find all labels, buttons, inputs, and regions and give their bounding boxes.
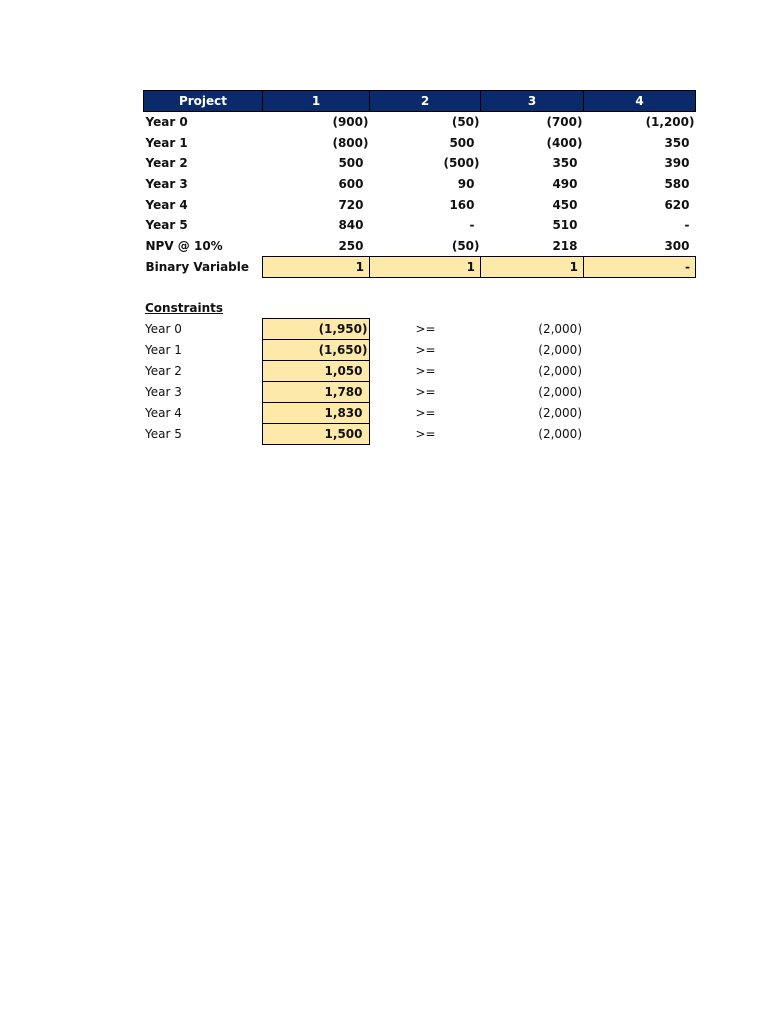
constraint-label-year-5[interactable]: Year 5 bbox=[145, 427, 182, 441]
table-row bbox=[144, 215, 696, 236]
row-label-year-4[interactable]: Year 4 bbox=[145, 197, 188, 212]
table-row bbox=[144, 236, 696, 257]
binary-cell-project-1[interactable]: 1 bbox=[263, 256, 370, 277]
cell-year-0-project-2[interactable]: (50) bbox=[451, 115, 480, 130]
binary-cell-project-4[interactable]: - bbox=[584, 256, 696, 277]
constraint-operator-year-2[interactable]: >= bbox=[415, 364, 436, 378]
constraint-value-year-4[interactable]: 1,830 bbox=[262, 403, 369, 424]
table-row bbox=[144, 112, 696, 133]
row-label-year-5[interactable]: Year 5 bbox=[145, 218, 188, 233]
constraint-limit-year-0[interactable]: (2,000) bbox=[538, 322, 582, 336]
binary-variable-row bbox=[144, 256, 696, 277]
cell-npv-project-4[interactable]: 300 bbox=[664, 238, 690, 253]
cell-year-2-project-3[interactable]: 350 bbox=[552, 156, 578, 171]
cell-year-1-project-4[interactable]: 350 bbox=[664, 135, 690, 150]
table-row bbox=[144, 194, 696, 215]
cell-year-0-project-4[interactable]: (1,200) bbox=[645, 115, 695, 130]
cell-year-1-project-3[interactable]: (400) bbox=[546, 135, 583, 150]
cell-year-3-project-2[interactable]: 90 bbox=[457, 176, 475, 191]
cell-year-2-project-4[interactable]: 390 bbox=[664, 156, 690, 171]
table-row bbox=[144, 153, 696, 174]
cell-year-0-project-1[interactable]: (900) bbox=[332, 115, 369, 130]
table-row bbox=[143, 361, 583, 382]
cell-year-4-project-2[interactable]: 160 bbox=[449, 197, 475, 212]
header-cell-project-4[interactable]: 4 bbox=[584, 91, 696, 112]
cell-npv-project-2[interactable]: (50) bbox=[451, 238, 480, 253]
header-cell-project-1[interactable]: 1 bbox=[263, 91, 370, 112]
header-cell-project[interactable]: Project bbox=[144, 91, 263, 112]
row-label-year-1[interactable]: Year 1 bbox=[145, 135, 188, 150]
constraint-operator-year-1[interactable]: >= bbox=[415, 343, 436, 357]
constraint-value-year-2[interactable]: 1,050 bbox=[262, 361, 369, 382]
constraint-label-year-0[interactable]: Year 0 bbox=[145, 322, 182, 336]
constraint-value-year-1[interactable]: (1,650) bbox=[262, 340, 369, 361]
table-row bbox=[144, 174, 696, 195]
constraint-value-year-3[interactable]: 1,780 bbox=[262, 382, 369, 403]
constraint-label-year-2[interactable]: Year 2 bbox=[145, 364, 182, 378]
header-cell-project-3[interactable]: 3 bbox=[481, 91, 584, 112]
cell-year-5-project-1[interactable]: 840 bbox=[338, 218, 364, 233]
constraint-operator-year-3[interactable]: >= bbox=[415, 385, 436, 399]
cell-year-2-project-1[interactable]: 500 bbox=[338, 156, 364, 171]
constraints-table bbox=[143, 318, 584, 445]
cell-year-1-project-1[interactable]: (800) bbox=[332, 135, 369, 150]
header-cell-project-2[interactable]: 2 bbox=[370, 91, 481, 112]
constraint-value-year-5[interactable]: 1,500 bbox=[262, 424, 369, 445]
cell-year-3-project-1[interactable]: 600 bbox=[338, 176, 364, 191]
row-label-year-0[interactable]: Year 0 bbox=[145, 115, 188, 130]
constraint-operator-year-0[interactable]: >= bbox=[415, 322, 436, 336]
constraint-limit-year-2[interactable]: (2,000) bbox=[538, 364, 582, 378]
row-label-npv[interactable]: NPV @ 10% bbox=[145, 238, 223, 253]
cell-npv-project-3[interactable]: 218 bbox=[552, 238, 578, 253]
cell-year-0-project-3[interactable]: (700) bbox=[546, 115, 583, 130]
cell-year-4-project-3[interactable]: 450 bbox=[552, 197, 578, 212]
constraint-limit-year-5[interactable]: (2,000) bbox=[538, 427, 582, 441]
row-label-year-3[interactable]: Year 3 bbox=[145, 176, 188, 191]
constraint-limit-year-4[interactable]: (2,000) bbox=[538, 406, 582, 420]
constraint-operator-year-4[interactable]: >= bbox=[415, 406, 436, 420]
table-row bbox=[144, 132, 696, 153]
row-label-binary-variable[interactable]: Binary Variable bbox=[145, 259, 250, 274]
table-row bbox=[143, 382, 583, 403]
cell-year-5-project-2[interactable]: - bbox=[469, 218, 475, 233]
table-row bbox=[143, 319, 583, 340]
cell-year-3-project-3[interactable]: 490 bbox=[552, 176, 578, 191]
table-row bbox=[143, 340, 583, 361]
cell-year-1-project-2[interactable]: 500 bbox=[449, 135, 475, 150]
constraint-label-year-1[interactable]: Year 1 bbox=[145, 343, 182, 357]
constraint-label-year-4[interactable]: Year 4 bbox=[145, 406, 182, 420]
table-row bbox=[143, 424, 583, 445]
project-cashflow-table bbox=[143, 90, 696, 278]
constraint-value-year-0[interactable]: (1,950) bbox=[262, 319, 369, 340]
cell-year-3-project-4[interactable]: 580 bbox=[664, 176, 690, 191]
constraint-label-year-3[interactable]: Year 3 bbox=[145, 385, 182, 399]
constraints-title[interactable]: Constraints bbox=[145, 301, 224, 315]
binary-cell-project-3[interactable]: 1 bbox=[481, 256, 584, 277]
cell-year-5-project-4[interactable]: - bbox=[684, 218, 690, 233]
constraint-limit-year-3[interactable]: (2,000) bbox=[538, 385, 582, 399]
table-header-row bbox=[144, 91, 696, 112]
cell-npv-project-1[interactable]: 250 bbox=[338, 238, 364, 253]
binary-cell-project-2[interactable]: 1 bbox=[370, 256, 481, 277]
cell-year-4-project-4[interactable]: 620 bbox=[664, 197, 690, 212]
constraint-operator-year-5[interactable]: >= bbox=[415, 427, 436, 441]
cell-year-2-project-2[interactable]: (500) bbox=[443, 156, 480, 171]
cell-year-5-project-3[interactable]: 510 bbox=[552, 218, 578, 233]
row-label-year-2[interactable]: Year 2 bbox=[145, 156, 188, 171]
constraint-limit-year-1[interactable]: (2,000) bbox=[538, 343, 582, 357]
cell-year-4-project-1[interactable]: 720 bbox=[338, 197, 364, 212]
table-row bbox=[143, 403, 583, 424]
